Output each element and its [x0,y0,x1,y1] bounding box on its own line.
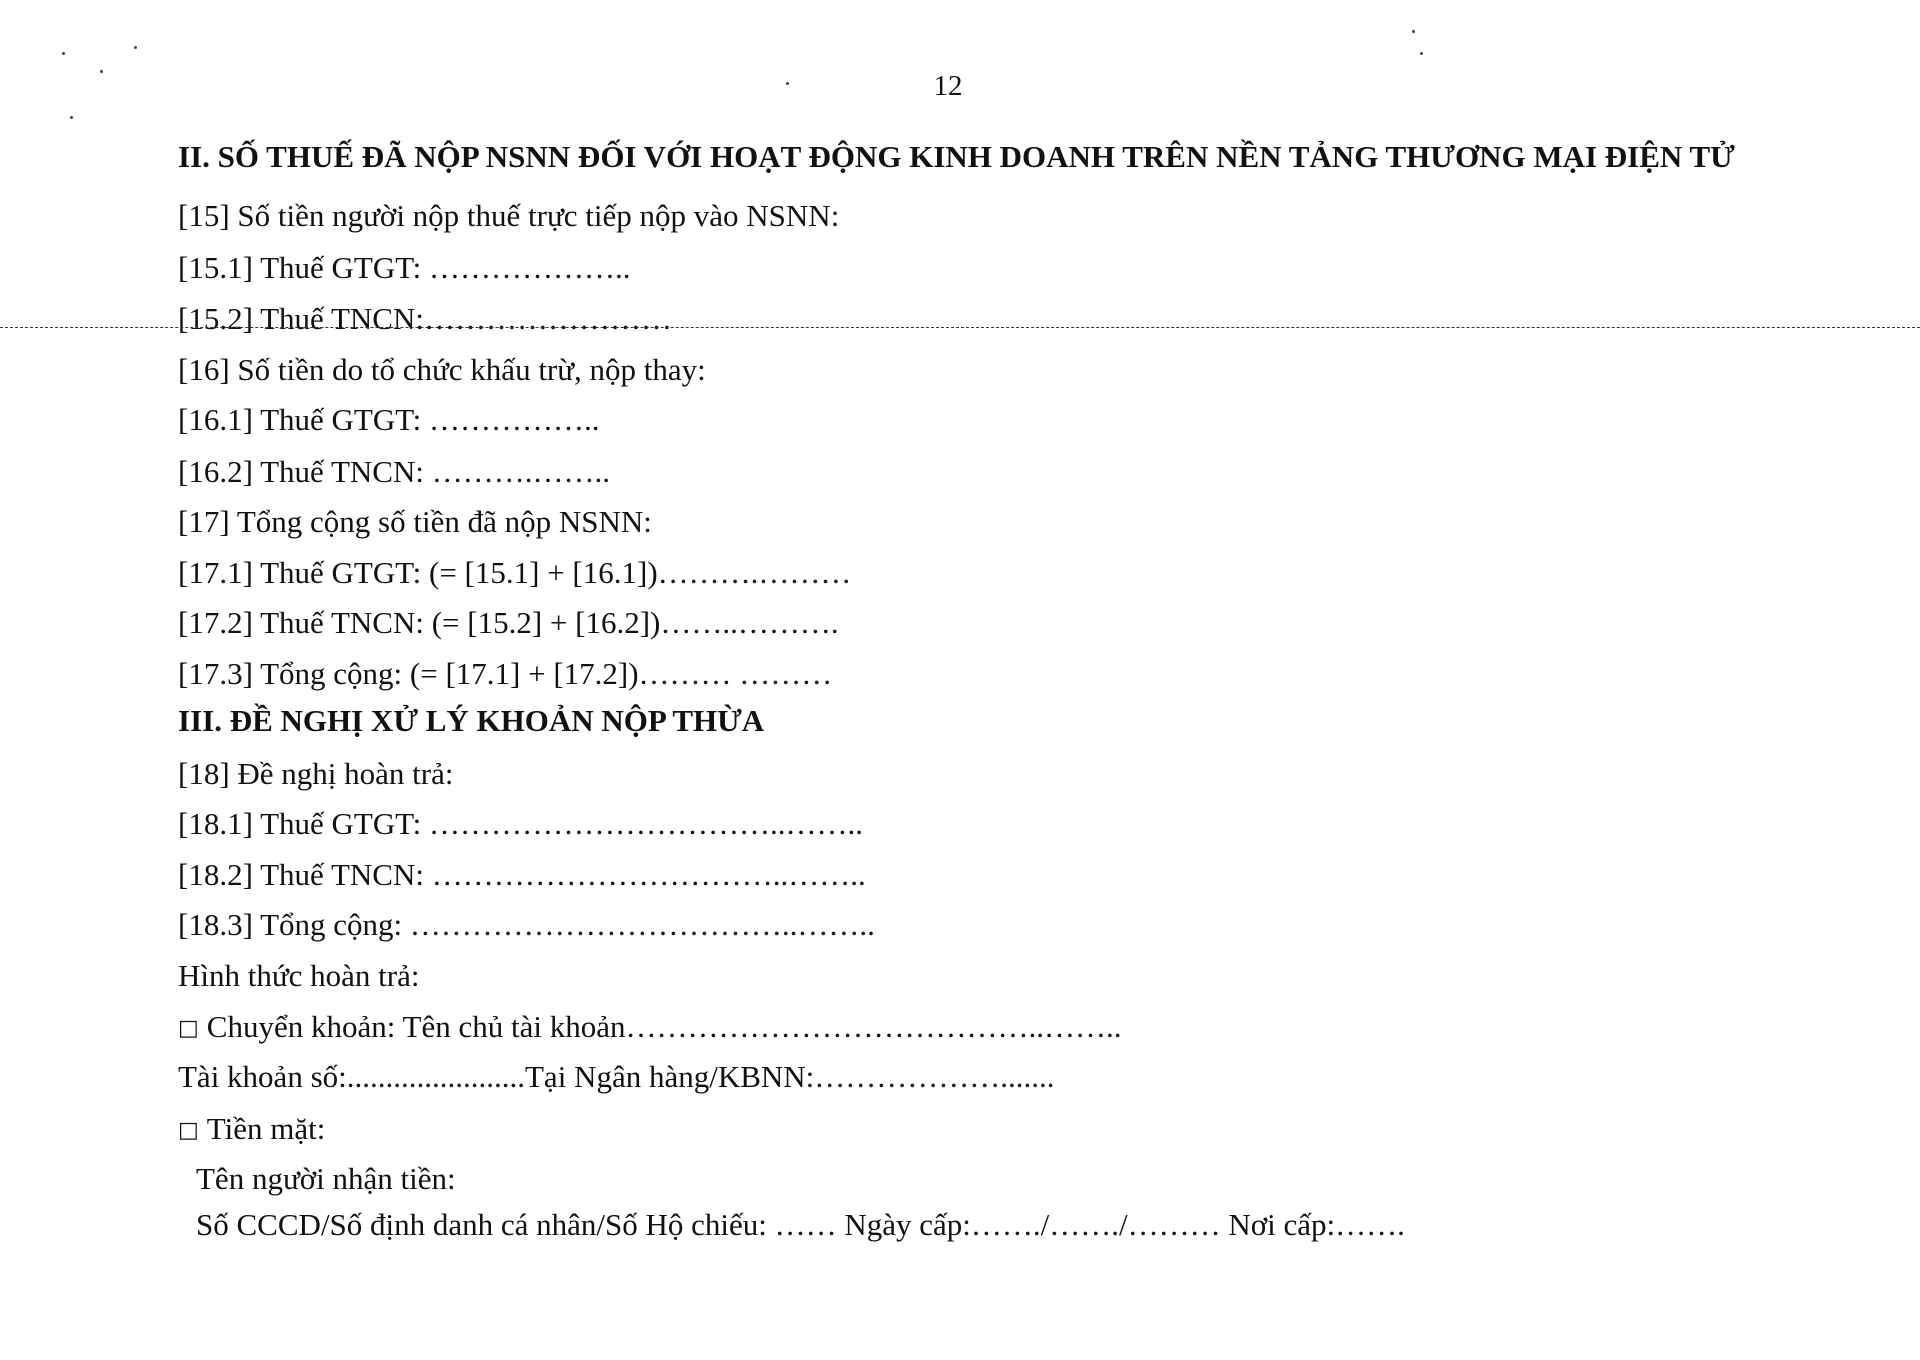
id-document-line: Số CCCD/Số định danh cá nhân/Số Hộ chiếu: …… Ngày cấp:……./……./……… Nơi cấp:……. [196,1207,1405,1242]
item-16-1-vat-field: [16.1] Thuế GTGT: …………….. [178,402,600,437]
scan-speck [100,70,103,73]
page-number: 12 [933,70,963,102]
refund-method-label: Hình thức hoàn trả: [178,958,420,993]
section-2-heading: II. SỐ THUẾ ĐÃ NỘP NSNN ĐỐI VỚI HOẠT ĐỘNG KINH DOANH TRÊN NỀN TẢNG THƯƠNG MẠI ĐIỆN TỬ [178,139,1735,174]
struck-line-rule [0,327,1920,328]
item-15-2-pit-field: [15.2] Thuế TNCN:…………………… [178,301,672,336]
item-18-label: [18] Đề nghị hoàn trả: [178,756,454,791]
item-17-label: [17] Tổng cộng số tiền đã nộp NSNN: [178,504,652,539]
account-info-line: Tài khoản số:.......................Tại Ngân hàng/KBNN:………………....... [178,1059,1055,1094]
transfer-checkbox-icon[interactable]: □ [178,1016,199,1041]
item-17-1-vat-total: [17.1] Thuế GTGT: (= [15.1] + [16.1])……….……… [178,555,852,590]
scan-speck [62,52,65,55]
scan-speck [786,82,789,85]
cash-option-label: Tiền mặt: [206,1111,326,1146]
scan-speck [70,116,73,119]
section-3-heading: III. ĐỀ NGHỊ XỬ LÝ KHOẢN NỘP THỪA [178,703,765,738]
transfer-option[interactable] [178,1009,1122,1049]
cash-checkbox-icon[interactable]: □ [178,1118,199,1143]
scan-speck [134,46,137,49]
item-15-1-vat-field: [15.1] Thuế GTGT: ……………….. [178,250,631,285]
cash-option[interactable] [178,1111,325,1151]
scan-speck [1420,52,1423,55]
item-16-label: [16] Số tiền do tổ chức khấu trừ, nộp thay: [178,352,706,387]
recipient-name-line: Tên người nhận tiền: [196,1161,456,1196]
item-17-3-grand-total: [17.3] Tổng cộng: (= [17.1] + [17.2])……… ……… [178,656,833,691]
scan-speck [1412,30,1415,33]
item-18-3-total-refund: [18.3] Tổng cộng: ………………………………..…….. [178,907,875,942]
item-17-2-pit-total: [17.2] Thuế TNCN: (= [15.2] + [16.2])……..………. [178,605,839,640]
transfer-option-label: Chuyển khoản: Tên chủ tài khoản…………………………………..…….. [206,1009,1122,1044]
item-15-label: [15] Số tiền người nộp thuế trực tiếp nộp vào NSNN: [178,198,840,233]
item-18-2-pit-refund: [18.2] Thuế TNCN: ……………………………..…….. [178,857,866,892]
item-18-1-vat-refund: [18.1] Thuế GTGT: ……………………………..…….. [178,806,863,841]
item-16-2-pit-field: [16.2] Thuế TNCN: ……….…….. [178,454,610,489]
